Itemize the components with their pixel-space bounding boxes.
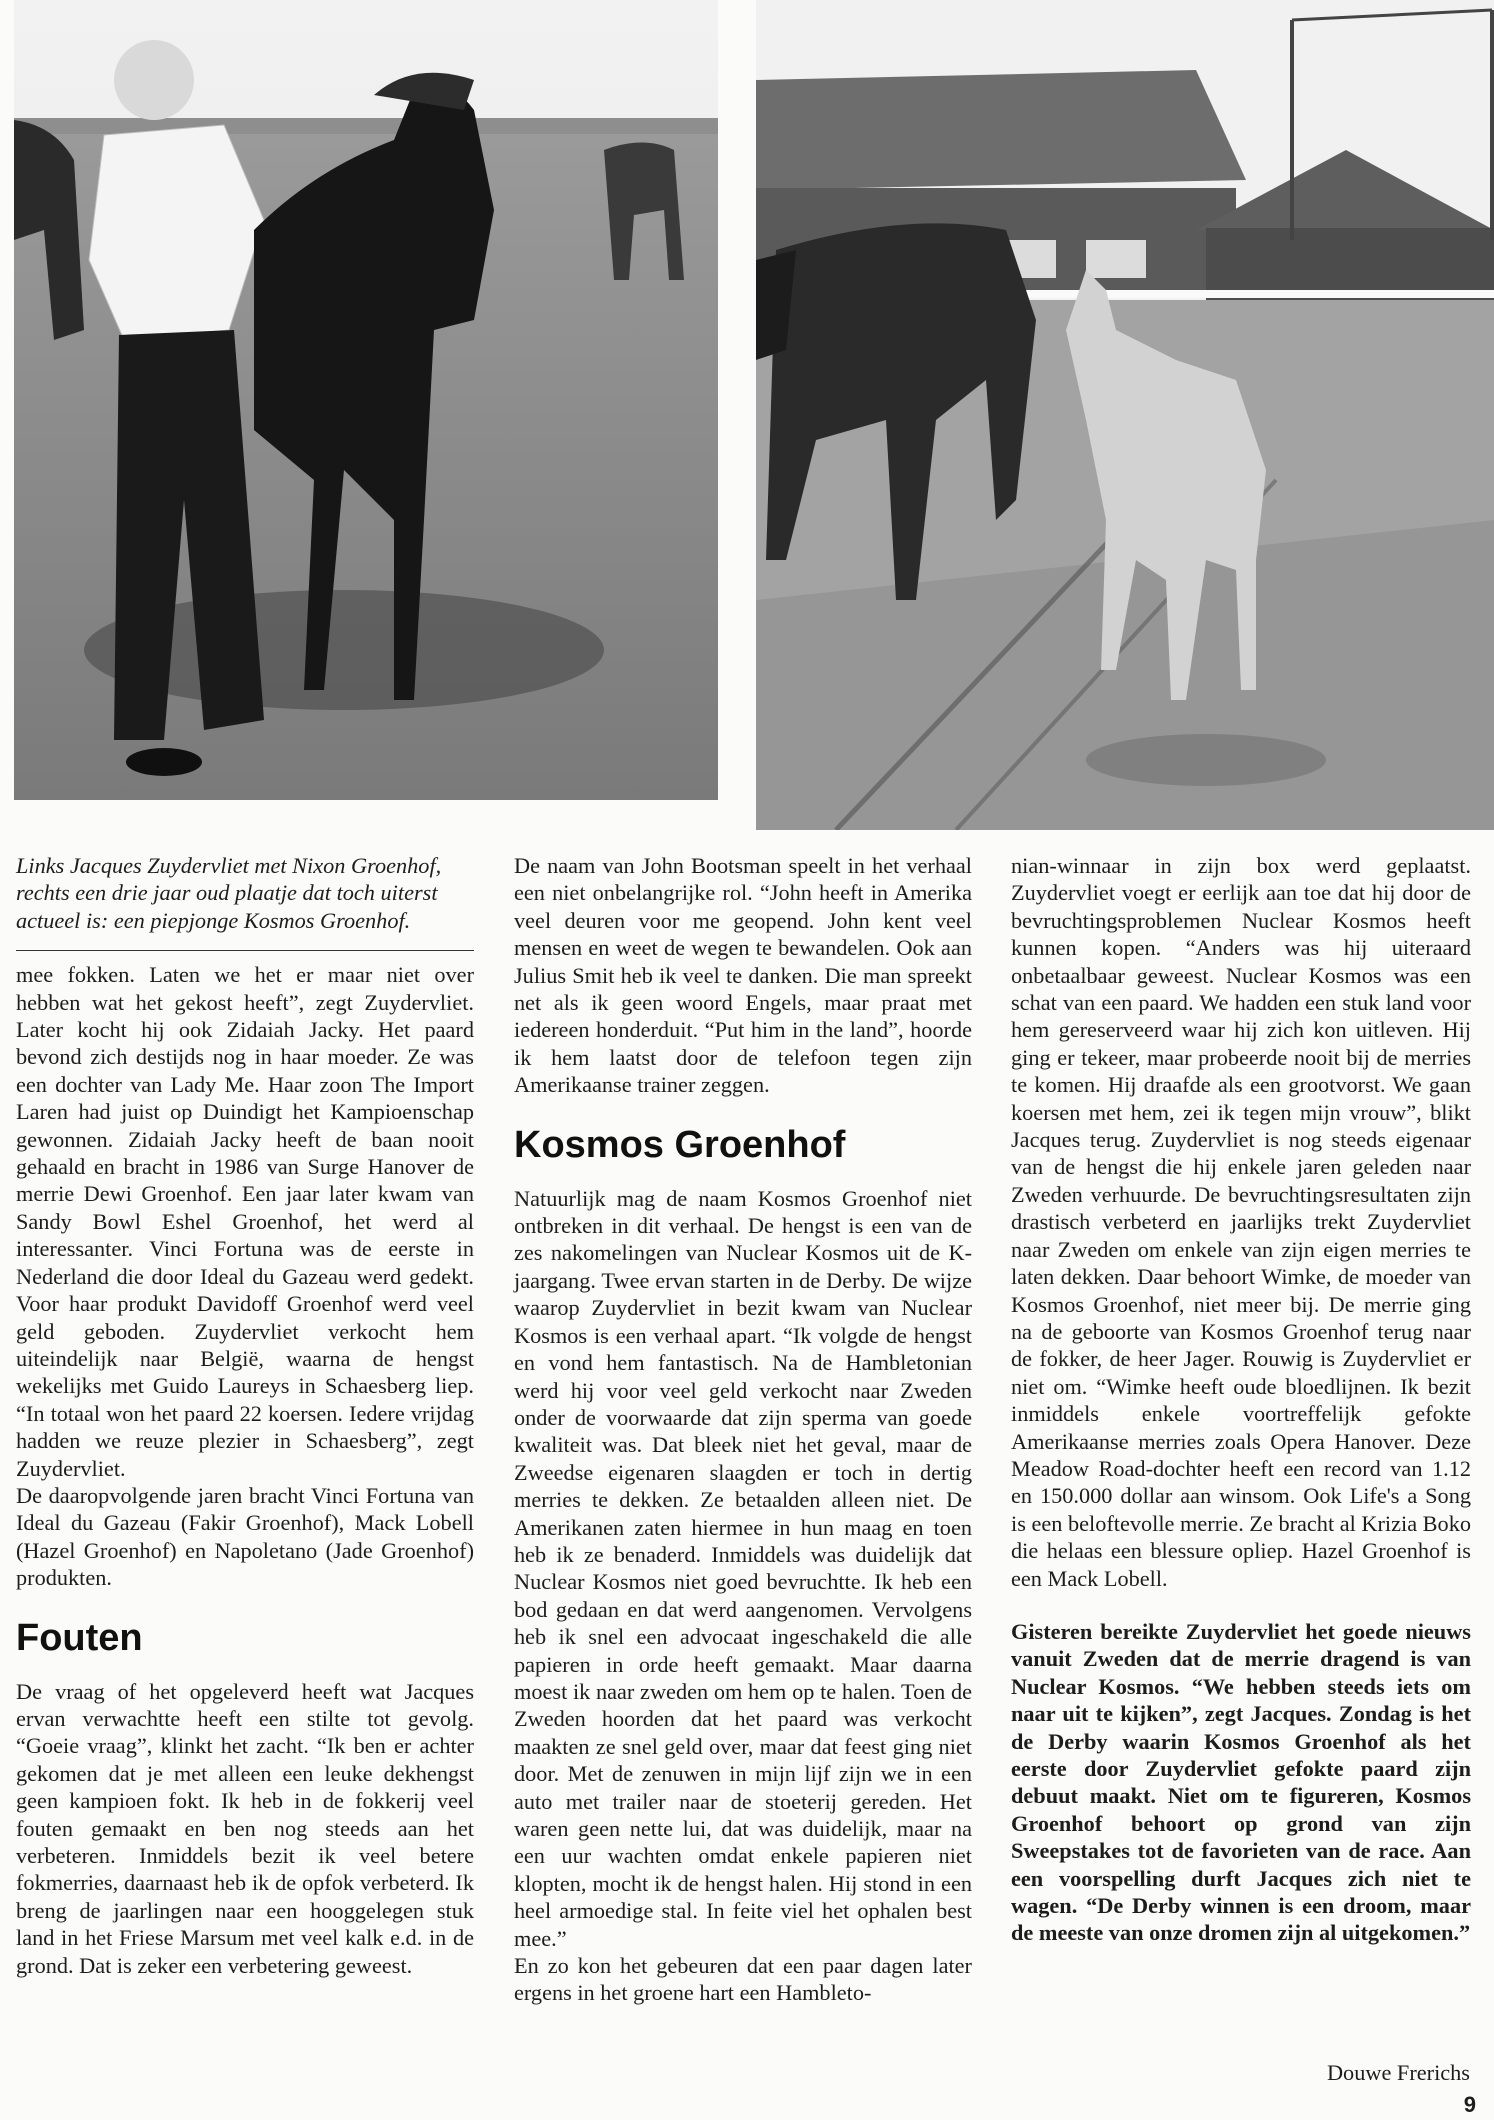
photo-left — [14, 0, 718, 800]
paragraph: mee fokken. Laten we het er maar niet over hebben wat het gekost heeft”, zegt Zuydervliet. Later kocht hij ook Zidaiah Jacky. Het paard bevond zich destijds nog in haar moeder. Ze was een dochter van Lady Me. Haar zoon The Import Laren had juist op Duindigt het Kampioenschap gewonnen. Zidaiah Jacky heeft de baan nooit gehaald en bracht in 1986 van Surge Hanover de merrie Dewi Groenhof. Een jaar later kwam van Sandy Bowl Eshel Groenhof, het werd al interessanter. Vinci Fortuna was de eerste in Nederland die door Ideal du Gazeau werd gedekt. Voor haar produkt Davidoff Groenhof werd veel geld geboden. Zuydervliet verkocht hem uiteindelijk naar België, waarna de hengst wekelijks met Guido Laureys in Schaesberg liep. “In totaal won het paard 22 koersen. Iedere vrijdag hadden we reuze plezier in Schaesberg”, zegt Zuydervliet. — [16, 962, 474, 1481]
paragraph: De daaropvolgende jaren bracht Vinci Fortuna van Ideal du Gazeau (Fakir Groenhof), Mack Lobell (Hazel Groenhof) en Napoletano (Jade Groenhof) produkten. — [16, 1482, 474, 1591]
column-2 — [514, 852, 972, 2007]
section-heading-fouten: Fouten — [16, 1616, 143, 1659]
paragraph: De naam van John Bootsman speelt in het verhaal een niet onbelangrijke rol. “John heeft in Amerika veel deuren voor me geopend. John kent veel mensen en weet de wegen te bewandelen. Ook aan Julius Smit heb ik veel te danken. Die man spreekt net als ik geen woord Engels, maar praat met iedereen honderduit. “Put him in the land”, hoorde ik hem laatst door de telefoon tegen zijn Amerikaanse trainer zeggen. — [514, 853, 972, 1098]
byline: Douwe Frerichs — [1326, 2060, 1470, 2085]
paragraph: En zo kon het gebeuren dat een paar dagen later ergens in het groene hart een Hambleto- — [514, 1953, 972, 2006]
column-3 — [1011, 852, 1471, 1947]
closing-paragraph: Gisteren bereikte Zuydervliet het goede nieuws vanuit Zweden dat de merrie dragend is van Nuclear Kosmos. “We hebben steeds iets om naar uit te kijken”, zegt Jacques. Zondag is het de Derby waarin Kosmos Groenhof als het eerste door Zuydervliet gefokte paard zijn debuut maakt. Niet om te figureren, Kosmos Groenhof behoort op grond van zijn Sweepstakes tot de favorieten van de race. Aan een voorspelling durft Jacques zich niet te wagen. “De Derby winnen is een droom, maar de meeste van onze dromen zijn al uitgekomen.” — [1011, 1618, 1471, 1946]
caption-divider — [16, 950, 474, 951]
paragraph: nian-winnaar in zijn box werd geplaatst. Zuydervliet voegt er eerlijk aan toe dat hij door de bevruchtingsproblemen Nuclear Kosmos heeft kunnen kopen. “Anders was hij uiteraard onbetaalbaar geweest. Nuclear Kosmos was een schat van een paard. We hadden een stuk land voor hem gereserveerd waar hij zich kon uitleven. Hij ging er tekeer, maar probeerde nooit bij de merries te komen. Hij draafde als een grootvorst. We gaan koersen met hem, zei ik tegen mijn vrouw”, blikt Jacques terug. Zuydervliet is nog steeds eigenaar van de hengst die hij enkele jaren geleden naar Zweden verhuurde. De bevruchtingsresultaten zijn drastisch verbeterd en jaarlijks trekt Zuydervliet naar Zweden om enkele van zijn eigen merries te laten dekken. Daar behoort Wimke, de moeder van Kosmos Groenhof, niet meer bij. De merrie ging na de geboorte van Kosmos Groenhof terug naar de fokker, de heer Jager. Rouwig is Zuydervliet er niet om. “Wimke heeft oude bloedlijnen. Ik bezit inmiddels enkele voortreffelijk gefokte Amerikaanse merries zoals Opera Hanover. Deze Meadow Road-dochter heeft een record van 1.12 en 150.000 dollar aan winsom. Ook Life's a Song is een beloftevolle merrie. Ze bracht al Krizia Boko die helaas een blessure opliep. Hazel Groenhof is een Mack Lobell. — [1011, 853, 1471, 1591]
photo-right — [756, 0, 1494, 830]
photo-caption: Links Jacques Zuydervliet met Nixon Groenhof, rechts een drie jaar oud plaatje dat toch uiterst actueel is: een piepjonge Kosmos Groenhof. — [16, 853, 442, 933]
page-number: 9 — [1463, 2092, 1476, 2117]
column-1 — [16, 852, 474, 1979]
paragraph: Natuurlijk mag de naam Kosmos Groenhof niet ontbreken in dit verhaal. De hengst is een van de zes nakomelingen van Nuclear Kosmos uit de K-jaargang. Twee ervan starten in de Derby. De wijze waarop Zuydervliet in bezit kwam van Nuclear Kosmos is een verhaal apart. “Ik volgde de hengst en vond hem fantastisch. Na de Hambletonian werd hij voor veel geld verkocht naar Zweden onder de voorwaarde dat zijn sperma van goede kwaliteit was. Dat bleek niet het geval, maar de Zweedse eigenaren slaagden er toch in dertig merries te dekken. Ze betaalden alleen niet. De Amerikanen zaten hiermee in hun maag en toen heb ik ze benaderd. Inmiddels was duidelijk dat Nuclear Kosmos niet goed bevruchtte. Ik heb een bod gedaan en dat werd aangenomen. Vervolgens heb ik snel een advocaat ingeschakeld die alle papieren in orde heeft gemaakt. Maar daarna moest ik naar zweden om hem op te halen. Toen de Zweden hoorden dat het paard was verkocht maakten ze snel geld over, maar dat feest ging niet door. Met de zenuwen in mijn lijf zijn we in een auto met trailer naar de stoeterij gereden. Het waren geen nette lui, dat was duidelijk, maar na een uur wachten omdat enkele papieren niet klopten, mocht ik de hengst halen. Hij stond in een heel armoedige stal. In feite viel het ophalen best mee.” — [514, 1185, 972, 1951]
paragraph: De vraag of het opgeleverd heeft wat Jacques ervan verwachtte heeft een stilte tot gevolg. “Goeie vraag”, klinkt het zacht. “Ik ben er achter gekomen dat je met alleen een leuke dekhengst geen kampioen fokt. Ik heb in de fokkerij veel fouten gemaakt en ben nog steeds aan het verbeteren. Inmiddels bezit ik veel betere fokmerries, daarnaast heb ik de opfok verbeterd. Ik breng de jaarlingen naar een hooggelegen stuk land in het Friese Marsum met veel kalk e.d. in de grond. Dat is zeker een verbetering geweest. — [16, 1678, 474, 1978]
section-heading-kosmos-groenhof: Kosmos Groenhof — [514, 1123, 846, 1166]
